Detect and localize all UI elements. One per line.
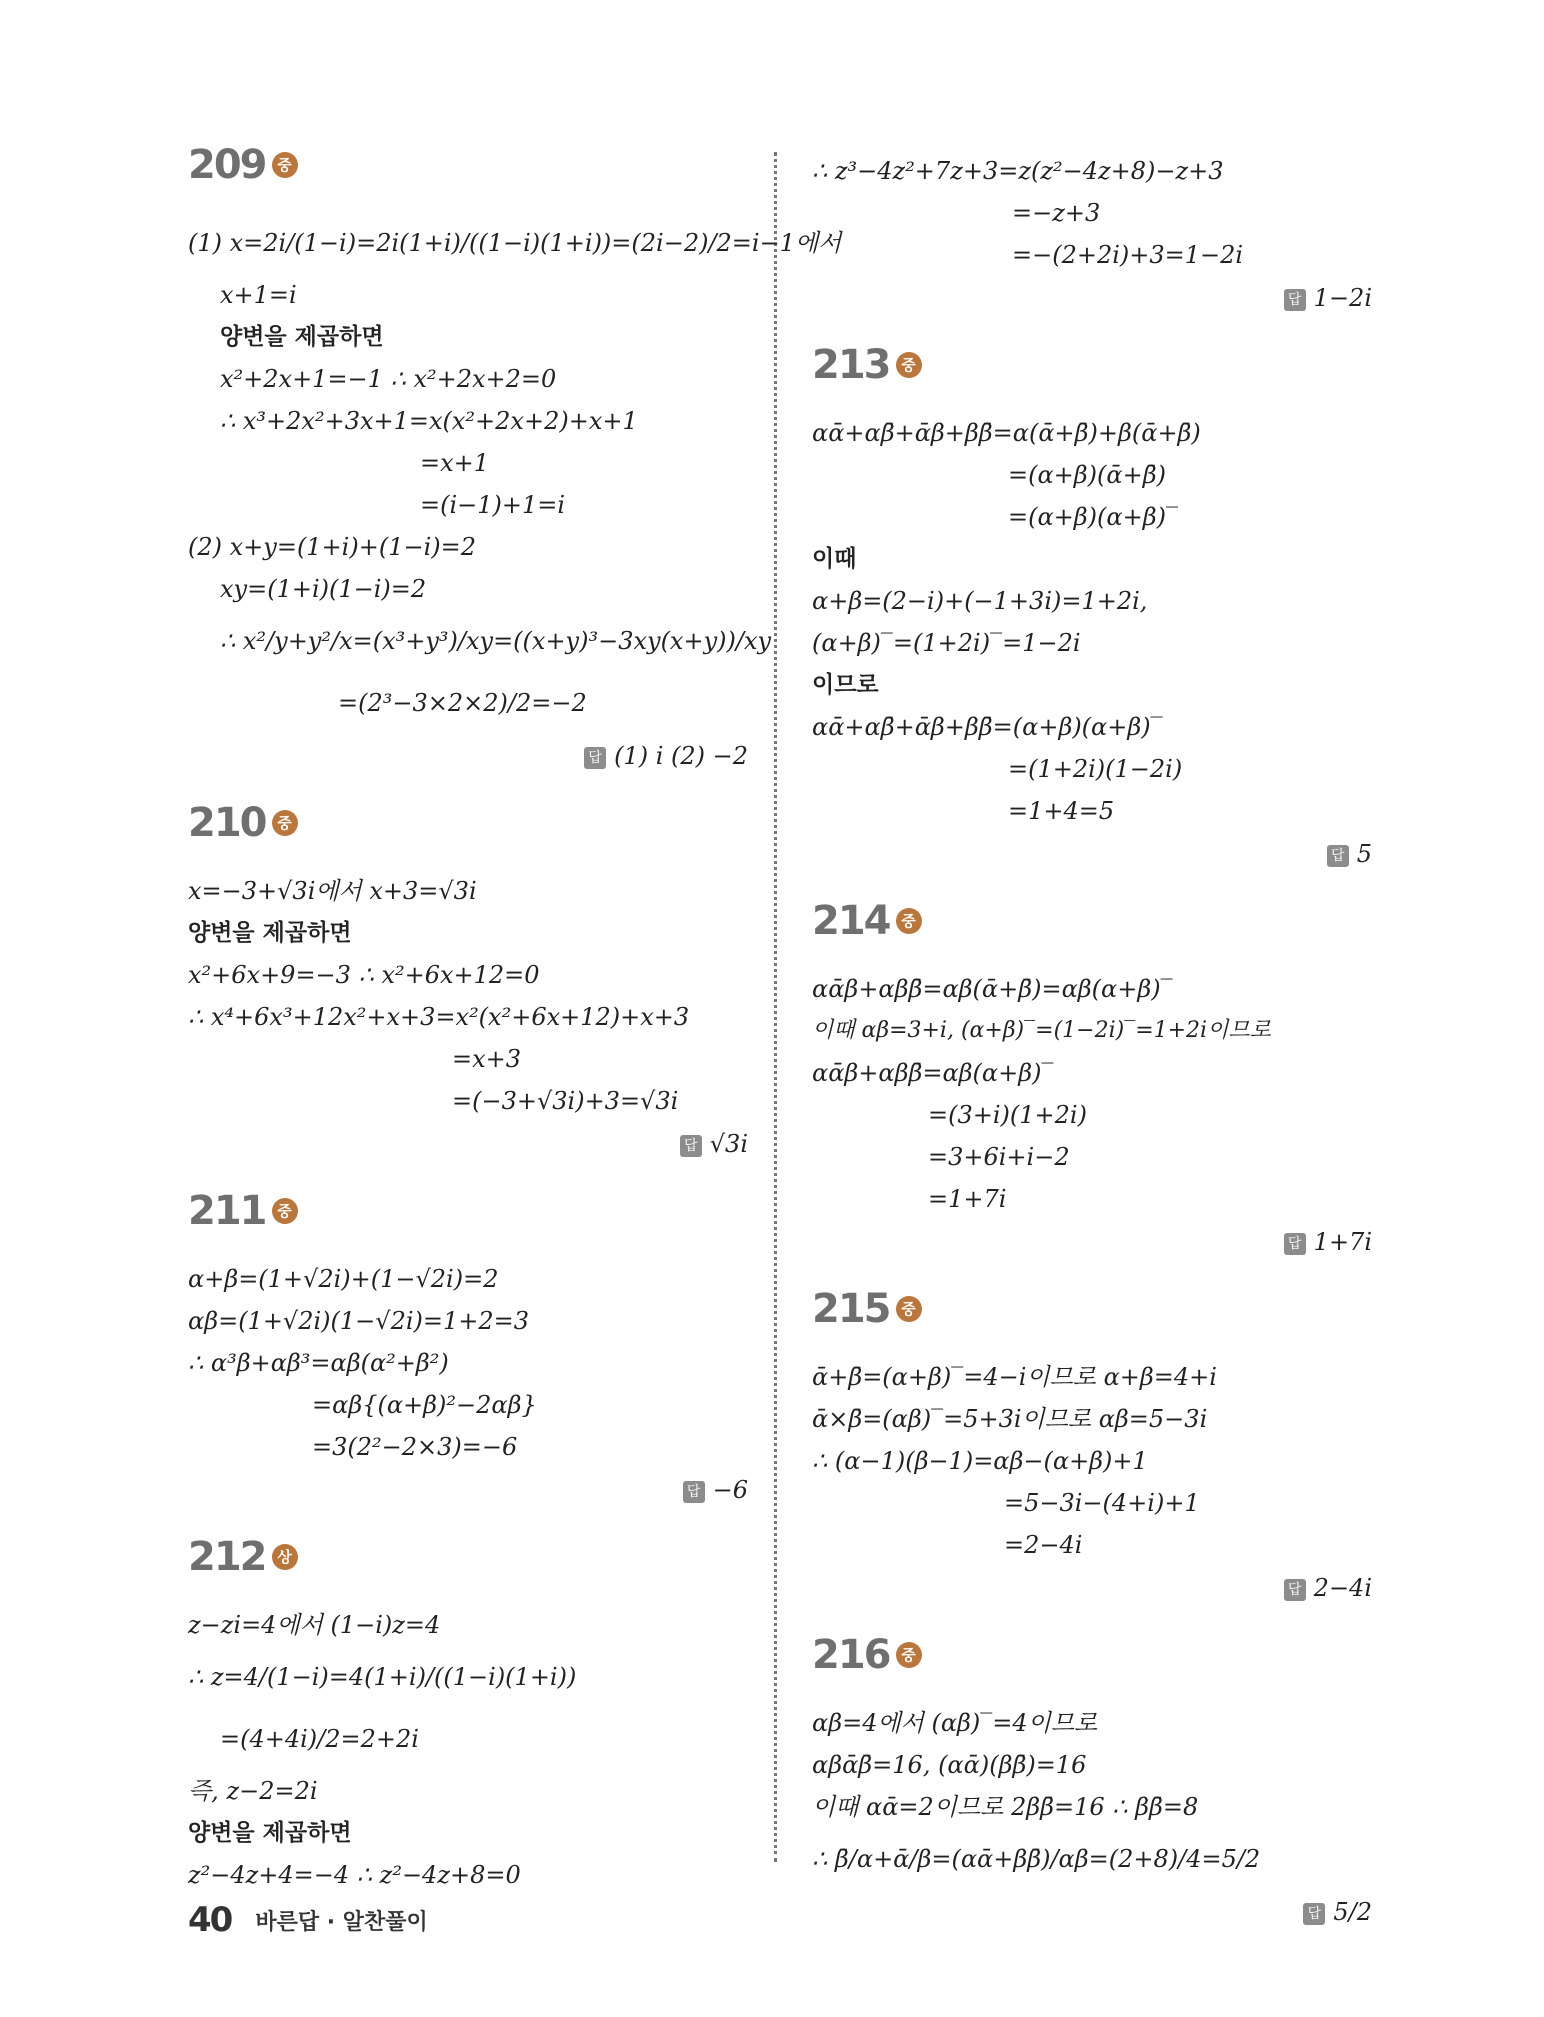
problem-213 (812, 340, 1372, 874)
answer-row (188, 1470, 748, 1510)
solution-line: α+β=(2−i)+(−1+3i)=1+2i, (812, 587, 1148, 615)
solution-line: =(−3+√3i)+3=√3i (452, 1087, 679, 1115)
problem-number (188, 1186, 748, 1236)
answer-row (812, 278, 1372, 318)
answer-row (188, 736, 748, 776)
solution-line: =(i−1)+1=i (420, 491, 566, 519)
problem-number (188, 798, 748, 848)
solution-line: =(1+2i)(1−2i) (1008, 755, 1183, 783)
problem-number (812, 1630, 1372, 1680)
solution-line: (2) x+y=(1+i)+(1−i)=2 (188, 533, 476, 561)
solution-line: =αβ{(α+β)²−2αβ} (312, 1391, 537, 1419)
problem-216 (812, 1630, 1372, 1932)
problem-number (812, 1284, 1372, 1334)
solution-line: =(2³−3×2×2)/2=−2 (338, 689, 587, 717)
solution-line: =1+7i (928, 1185, 1007, 1213)
difficulty-badge: 상 (272, 1544, 298, 1570)
solution-line: αᾱβ+αββ̄=αβ(ᾱ+β̄)=αβ(α+β)‾ (812, 975, 1173, 1003)
solution-line: 즉, z−2=2i (188, 1777, 318, 1805)
solution-line: αᾱ+αβ̄+ᾱβ+ββ̄=(α+β)(α+β)‾ (812, 713, 1163, 741)
answer-icon: 답 (1327, 845, 1349, 867)
solution-line: 이때 (812, 546, 857, 572)
solution-line: ∴ z³−4z²+7z+3=z(z²−4z+8)−z+3 (812, 157, 1224, 185)
problem-number-text: 214 (812, 898, 890, 944)
problem-number-text: 213 (812, 342, 890, 388)
answer-row (188, 1124, 748, 1164)
answer-icon: 답 (1303, 1903, 1325, 1925)
solution-line: ᾱ×β̄=(αβ)‾=5+3i이므로 αβ=5−3i (812, 1405, 1208, 1433)
problem-number-text: 209 (188, 142, 266, 188)
problem-214 (812, 896, 1372, 1262)
problem-210 (188, 798, 748, 1164)
problem-number (812, 896, 1372, 946)
solution-line: 양변을 제곱하면 (188, 1820, 352, 1846)
solution-line: αβ=4에서 (αβ)‾=4이므로 (812, 1709, 1098, 1737)
difficulty-badge: 중 (896, 352, 922, 378)
solution-line: ∴ x⁴+6x³+12x²+x+3=x²(x²+6x+12)+x+3 (188, 1003, 690, 1031)
answer-value: 2−4i (1313, 1574, 1372, 1602)
solution-line: x²+6x+9=−3 ∴ x²+6x+12=0 (188, 961, 540, 989)
solution-line: z²−4z+4=−4 ∴ z²−4z+8=0 (188, 1861, 521, 1889)
problem-number-text: 211 (188, 1188, 266, 1234)
answer-icon: 답 (680, 1135, 702, 1157)
answer-value: √3i (709, 1130, 748, 1158)
solution-line: αβ=(1+√2i)(1−√2i)=1+2=3 (188, 1307, 530, 1335)
difficulty-badge: 중 (896, 1296, 922, 1322)
answer-value: 1−2i (1313, 284, 1372, 312)
solution-line: αᾱ+αβ̄+ᾱβ+ββ̄=α(ᾱ+β̄)+β(ᾱ+β̄) (812, 419, 1201, 447)
solution-line: ∴ z=4/(1−i)=4(1+i)/((1−i)(1+i)) (188, 1663, 577, 1691)
solution-line: =x+3 (452, 1045, 522, 1073)
answer-icon: 답 (1284, 289, 1306, 311)
answer-row (812, 1222, 1372, 1262)
answer-value: (1) i (2) −2 (614, 742, 748, 770)
solution-line: =3+6i+i−2 (928, 1143, 1070, 1171)
solution-line: =x+1 (420, 449, 490, 477)
answer-icon: 답 (1284, 1233, 1306, 1255)
problem-number (188, 1532, 748, 1582)
answer-icon: 답 (683, 1481, 705, 1503)
answer-row (812, 1892, 1372, 1932)
solution-line: =−(2+2i)+3=1−2i (1012, 241, 1244, 269)
problem-number (812, 340, 1372, 390)
solution-line: ᾱ+β̄=(α+β)‾=4−i이므로 α+β=4+i (812, 1363, 1217, 1391)
solution-line: =1+4=5 (1008, 797, 1115, 825)
page-number: 40 (188, 1900, 232, 1940)
solution-line: z−zi=4에서 (1−i)z=4 (188, 1611, 441, 1639)
solution-line: 양변을 제곱하면 (220, 324, 384, 350)
solution-line: α+β=(1+√2i)+(1−√2i)=2 (188, 1265, 499, 1293)
problem-215 (812, 1284, 1372, 1608)
solution-line: αᾱβ+αββ̄=αβ(α+β)‾ (812, 1059, 1054, 1087)
answer-row (812, 834, 1372, 874)
solution-line: ∴ (α−1)(β−1)=αβ−(α+β)+1 (812, 1447, 1148, 1475)
solution-line: =(4+4i)/2=2+2i (220, 1725, 419, 1753)
answer-value: 5 (1356, 840, 1372, 868)
problem-number-text: 212 (188, 1534, 266, 1580)
problem-number (188, 140, 748, 190)
problem-212-continued (812, 150, 1372, 318)
answer-value: −6 (712, 1476, 748, 1504)
right-column (812, 150, 1372, 1954)
answer-value: 5/2 (1333, 1898, 1372, 1926)
problem-211 (188, 1186, 748, 1510)
solution-line: =(α+β)(ᾱ+β̄) (1008, 461, 1166, 489)
solution-line: (1) x=2i/(1−i)=2i(1+i)/((1−i)(1+i))=(2i−2)/2=i−1에서 (188, 229, 842, 257)
solution-line: =3(2²−2×3)=−6 (312, 1433, 518, 1461)
solution-line: ∴ x²/y+y²/x=(x³+y³)/xy=((x+y)³−3xy(x+y))/xy (220, 627, 772, 655)
problem-number-text: 216 (812, 1632, 890, 1678)
solution-line: (α+β)‾=(1+2i)‾=1−2i (812, 629, 1081, 657)
solution-line: 이때 αᾱ=2이므로 2ββ̄=16 ∴ ββ̄=8 (812, 1793, 1199, 1821)
solution-line: x=−3+√3i에서 x+3=√3i (188, 877, 477, 905)
solution-line: x²+2x+1=−1 ∴ x²+2x+2=0 (220, 365, 557, 393)
book-title: 바른답 · 알찬풀이 (255, 1909, 428, 1935)
difficulty-badge: 중 (272, 1198, 298, 1224)
problem-number-text: 215 (812, 1286, 890, 1332)
problem-212 (188, 1532, 748, 1896)
answer-row (812, 1568, 1372, 1608)
solution-line: ∴ β̄/α+ᾱ/β=(αᾱ+ββ̄)/αβ=(2+8)/4=5/2 (812, 1845, 1261, 1873)
solution-line: =(α+β)(α+β)‾ (1008, 503, 1178, 531)
difficulty-badge: 중 (896, 908, 922, 934)
solution-line: =5−3i−(4+i)+1 (1004, 1489, 1200, 1517)
solution-line: 양변을 제곱하면 (188, 920, 352, 946)
answer-icon: 답 (1284, 1579, 1306, 1601)
solution-line: x+1=i (220, 281, 297, 309)
solution-line: =−z+3 (1012, 199, 1101, 227)
solution-line: =2−4i (1004, 1531, 1083, 1559)
difficulty-badge: 중 (896, 1642, 922, 1668)
solution-line: =(3+i)(1+2i) (928, 1101, 1087, 1129)
solution-line: 이때 αβ=3+i, (α+β)‾=(1−2i)‾=1+2i이므로 (812, 1018, 1271, 1043)
solution-line: xy=(1+i)(1−i)=2 (220, 575, 427, 603)
column-divider (774, 152, 777, 1862)
difficulty-badge: 중 (272, 152, 298, 178)
answer-value: 1+7i (1313, 1228, 1372, 1256)
solution-line: ∴ x³+2x²+3x+1=x(x²+2x+2)+x+1 (220, 407, 638, 435)
answer-icon: 답 (584, 747, 606, 769)
solution-line: αβᾱβ̄=16, (αᾱ)(ββ̄)=16 (812, 1751, 1087, 1779)
solution-line: ∴ α³β+αβ³=αβ(α²+β²) (188, 1349, 449, 1377)
difficulty-badge: 중 (272, 810, 298, 836)
problem-number-text: 210 (188, 800, 266, 846)
solution-line: 이므로 (812, 672, 879, 698)
page-footer (188, 1900, 428, 1940)
